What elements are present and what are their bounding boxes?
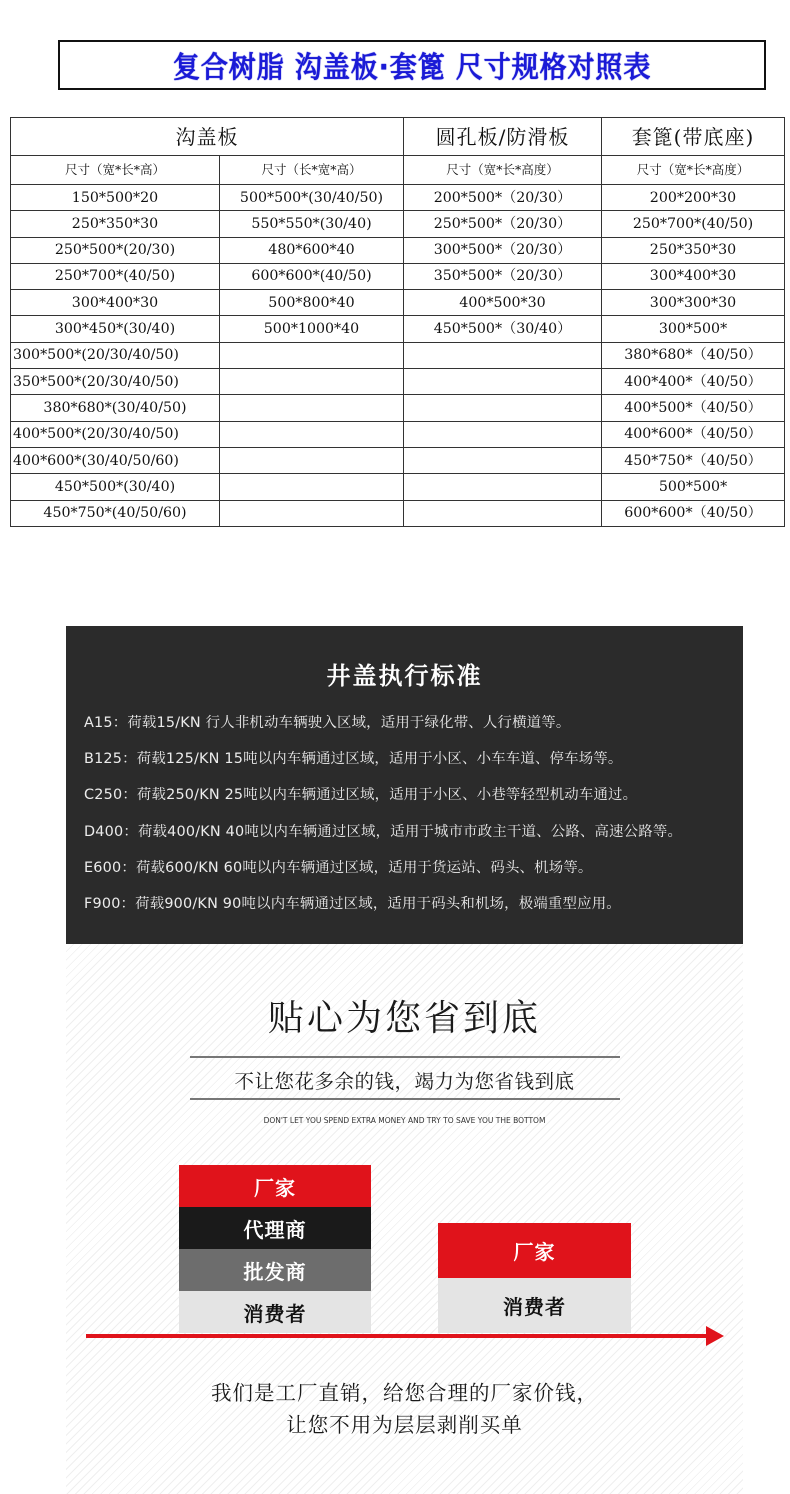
standard-line-a15: A15：荷载15/KN 行人非机动车辆驶入区域，适用于绿化带、人行横道等。 [84,715,571,731]
table-cell: 300*500*（20/30） [404,237,602,263]
table-cell: 150*500*20 [11,185,220,211]
table-row [11,447,785,473]
table-cell [220,395,404,421]
table-cell: 250*700*(40/50) [11,263,220,289]
table-cell: 350*500*（20/30） [404,263,602,289]
group-header-gaiban: 沟盖板 [11,118,404,156]
chain-left-consumer: 消费者 [179,1291,371,1333]
table-cell [404,369,602,395]
table-cell [220,421,404,447]
table-cell: 250*500*(20/30) [11,237,220,263]
table-row [11,500,785,526]
standards-title: 井盖执行标准 [326,662,483,690]
subheader-cell: 尺寸（宽*长*高度） [602,156,785,185]
table-cell: 350*500*(20/30/40/50) [11,369,220,395]
table-cell: 380*680*(30/40/50) [11,395,220,421]
chain-right-consumer: 消费者 [438,1278,631,1333]
table-cell [404,447,602,473]
table-cell [220,342,404,368]
standards-panel [66,626,743,944]
table-row [11,369,785,395]
divider-bottom [190,1098,620,1100]
table-row [11,263,785,289]
title-banner [58,40,766,90]
arrow-line [86,1334,708,1338]
table-cell: 300*300*30 [602,290,785,316]
table-cell: 400*600*(30/40/50/60) [11,447,220,473]
table-cell: 450*750*(40/50/60) [11,500,220,526]
table-cell: 400*500*30 [404,290,602,316]
table-cell [404,500,602,526]
table-cell: 250*500*（20/30） [404,211,602,237]
table-row [11,316,785,342]
subheader-cell: 尺寸（宽*长*高） [11,156,220,185]
page-title: 复合树脂 沟盖板·套篦 尺寸规格对照表 [172,49,652,84]
table-cell: 480*600*40 [220,237,404,263]
table-cell: 380*680*（40/50） [602,342,785,368]
table-cell: 300*400*30 [602,263,785,289]
table-cell: 300*500* [602,316,785,342]
table-cell: 500*500* [602,474,785,500]
table-cell [220,447,404,473]
table-cell: 600*600*(40/50) [220,263,404,289]
table-cell [220,369,404,395]
table-cell: 600*600*（40/50） [602,500,785,526]
standard-line-e600: E600：荷载600/KN 60吨以内车辆通过区域，适用于货运站、码头、机场等。 [84,860,593,876]
table-row [11,237,785,263]
table-group-header-row [11,118,785,156]
table-cell: 250*700*(40/50) [602,211,785,237]
chain-left-wholesaler: 批发商 [179,1249,371,1291]
subheader-cell: 尺寸（长*宽*高） [220,156,404,185]
table-row [11,185,785,211]
table-row [11,474,785,500]
table-row [11,290,785,316]
divider-top [190,1056,620,1058]
size-spec-table [10,117,785,527]
table-cell: 500*500*(30/40/50) [220,185,404,211]
table-cell [404,395,602,421]
table-cell: 300*450*(30/40) [11,316,220,342]
table-cell: 250*350*30 [11,211,220,237]
table-cell: 450*500*(30/40) [11,474,220,500]
save-subtitle-en: DON'T LET YOU SPEND EXTRA MONEY AND TRY TO SAVE YOU THE BOTTOM [263,1116,546,1125]
table-cell: 400*500*（40/50） [602,395,785,421]
chain-right-manufacturer: 厂家 [438,1223,631,1278]
table-cell: 300*400*30 [11,290,220,316]
bottom-text-line2: 让您不用为层层剥削买单 [286,1413,523,1437]
table-cell: 550*550*(30/40) [220,211,404,237]
table-subheader-row [11,156,785,185]
table-cell [404,342,602,368]
table-cell: 500*800*40 [220,290,404,316]
table-cell: 200*500*（20/30） [404,185,602,211]
save-section [66,944,743,1494]
table-cell: 400*500*(20/30/40/50) [11,421,220,447]
subheader-cell: 尺寸（宽*长*高度） [404,156,602,185]
table-row [11,395,785,421]
chain-left-manufacturer: 厂家 [179,1165,371,1207]
standard-line-d400: D400：荷载400/KN 40吨以内车辆通过区域，适用于城市市政主干道、公路、高速公路等。 [84,824,683,840]
standard-line-f900: F900：荷载900/KN 90吨以内车辆通过区域，适用于码头和机场，极端重型应用。 [84,896,621,912]
table-cell: 300*500*(20/30/40/50) [11,342,220,368]
group-header-taobi: 套篦(带底座) [602,118,785,156]
table-cell [404,474,602,500]
table-cell [220,474,404,500]
standard-line-b125: B125：荷载125/KN 15吨以内车辆通过区域，适用于小区、小车车道、停车场等。 [84,751,623,767]
table-cell: 400*600*（40/50） [602,421,785,447]
table-cell: 500*1000*40 [220,316,404,342]
arrow-right-icon [706,1326,724,1346]
group-header-yuankongban: 圆孔板/防滑板 [404,118,602,156]
table-cell: 450*500*（30/40） [404,316,602,342]
table-cell [220,500,404,526]
bottom-text-line1: 我们是工厂直销，给您合理的厂家价钱， [211,1381,598,1405]
table-cell: 400*400*（40/50） [602,369,785,395]
table-row [11,342,785,368]
table-cell: 250*350*30 [602,237,785,263]
standard-line-c250: C250：荷载250/KN 25吨以内车辆通过区域，适用于小区、小巷等轻型机动车通过。 [84,787,638,803]
table-row [11,211,785,237]
save-subtitle: 不让您花多余的钱，竭力为您省钱到底 [234,1070,575,1093]
table-row [11,421,785,447]
chain-left-agent: 代理商 [179,1207,371,1249]
save-title: 贴心为您省到底 [267,998,541,1039]
table-cell: 450*750*（40/50） [602,447,785,473]
table-cell [404,421,602,447]
table-cell: 200*200*30 [602,185,785,211]
